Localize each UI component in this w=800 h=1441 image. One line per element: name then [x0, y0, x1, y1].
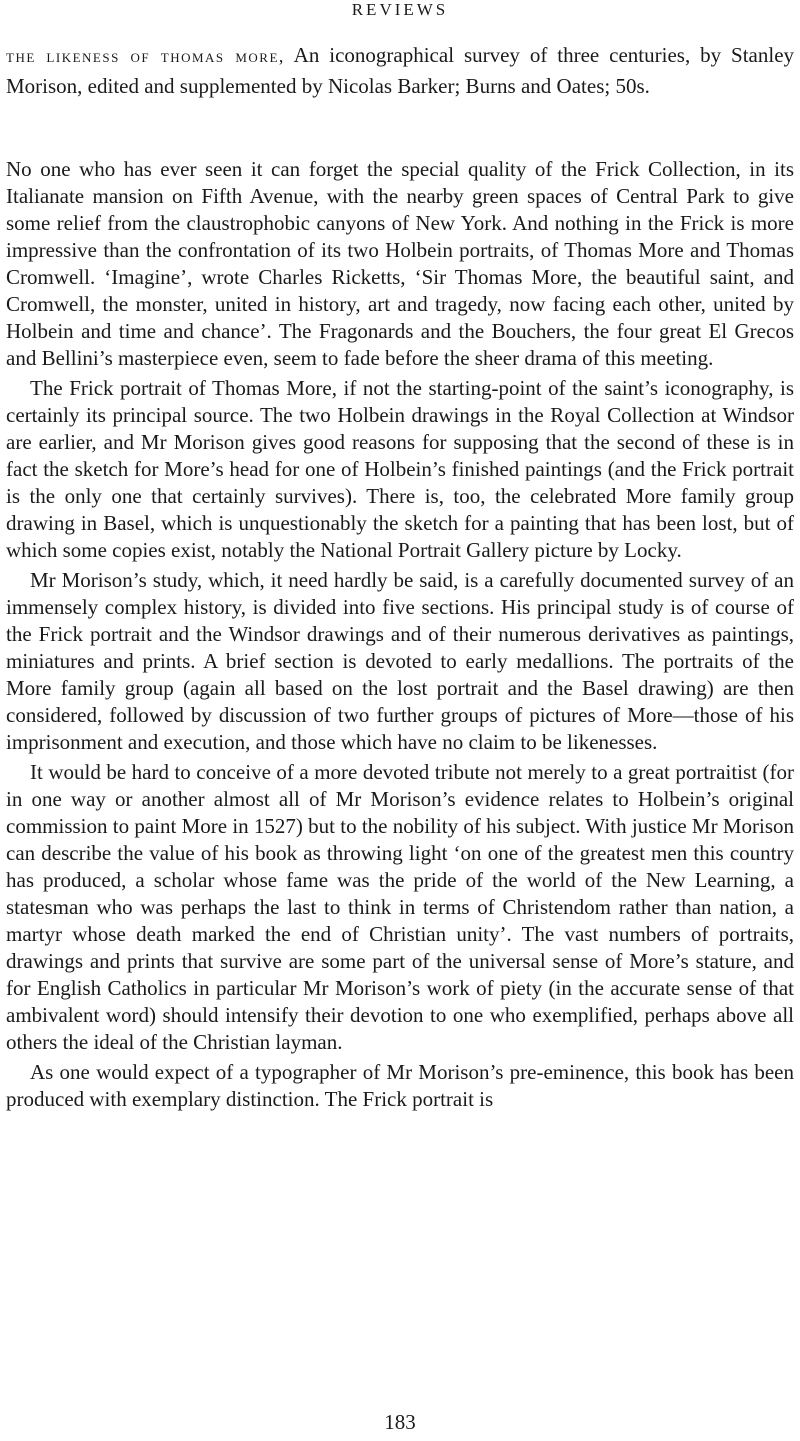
- paragraph-2: The Frick portrait of Thomas More, if not the starting-point of the saint’s iconography, is certainly its principal source. The two Holbein drawings in the Royal Collection at Windsor are earlier, and Mr Morison gives good reasons for supposing that the second of these is in fact the sketch for More’s head for one of Holbein’s finished paintings (and the Frick portrait is the only one that certainly survives). There is, too, the celebrated More family group drawing in Basel, which is unquestionably the sketch for a painting that has been lost, but of which some copies exist, notably the National Portrait Gallery picture by Locky.: [6, 376, 794, 562]
- running-head: REVIEWS: [351, 0, 449, 19]
- paragraph-5: As one would expect of a typographer of Mr Morison’s pre-eminence, this book has been produced with exemplary distinction. The Frick portrait is: [6, 1060, 794, 1111]
- review-citation: [6, 40, 794, 101]
- book-details: An iconographical survey of three centuries, by Stanley Morison, edited and supplemented by Nicolas Barker; Burns and Oates; 50s.: [6, 43, 795, 98]
- review-body: [6, 156, 794, 1116]
- paragraph-3: Mr Morison’s study, which, it need hardly be said, is a carefully documented survey of an immensely complex history, is divided into five sections. His principal study is of course of the Frick portrait and the Windsor drawings and of their numerous derivatives as paintings, miniatures and prints. A brief section is devoted to early medallions. The portraits of the More family group (again all based on the lost portrait and the Basel drawing) are then considered, followed by discussion of two further groups of pictures of More—those of his imprisonment and execution, and those which have no claim to be likenesses.: [6, 568, 794, 754]
- paragraph-4: It would be hard to conceive of a more devoted tribute not merely to a great portraitist (for in one way or another almost all of Mr Morison’s evidence relates to Holbein’s original commission to paint More in 1527) but to the nobility of his subject. With justice Mr Morison can describe the value of his book as throwing light ‘on one of the greatest men this country has produced, a scholar whose fame was the pride of the world of the New Learning, a statesman who was perhaps the last to think in terms of Christendom rather than nation, a martyr whose death marked the end of Christian unity’. The vast numbers of portraits, drawings and prints that survive are some part of the universal sense of More’s stature, and for English Catholics in particular Mr Morison’s work of piety (in the accurate sense of that ambivalent word) should intensify their devotion to one who exemplified, perhaps above all others the ideal of the Christian layman.: [6, 760, 794, 1054]
- book-title: the likeness of thomas more,: [6, 46, 285, 66]
- page-number: 183: [384, 1410, 416, 1434]
- paragraph-1: No one who has ever seen it can forget the special quality of the Frick Collection, in its Italianate mansion on Fifth Avenue, with the nearby green spaces of Central Park to give some relief from the claustrophobic canyons of New York. And nothing in the Frick is more impressive than the confrontation of its two Holbein portraits, of Thomas More and Thomas Cromwell. ‘Imagine’, wrote Charles Ricketts, ‘Sir Thomas More, the beautiful saint, and Cromwell, the monster, united in history, art and tragedy, now facing each other, united by Holbein and time and chance’. The Fragonards and the Bouchers, the four great El Grecos and Bellini’s masterpiece even, seem to fade before the sheer drama of this meeting.: [6, 157, 794, 370]
